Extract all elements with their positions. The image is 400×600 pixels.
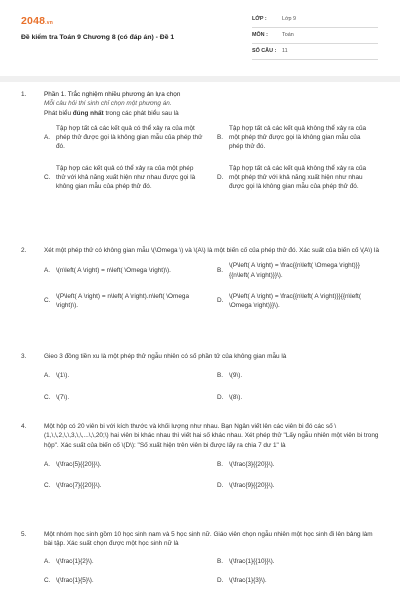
options	[44, 460, 382, 491]
question-number: 1.	[21, 91, 27, 98]
header-divider	[0, 76, 400, 82]
option-c[interactable]	[44, 292, 209, 311]
option-text: \(8\).	[229, 393, 243, 401]
option-text: \(\frac{1}{2}\).	[56, 557, 94, 565]
exam-title: Đề kiểm tra Toán 9 Chương 8 (có đáp án) - Đề 1	[21, 34, 175, 41]
option-text: \(P\left( A \right) = n\left( A \right).n\left( \Omega \right)\).	[56, 292, 190, 310]
question-number: 5.	[21, 531, 27, 538]
option-text: \(\frac{1}{{10}}\).	[229, 557, 275, 565]
option-a[interactable]	[44, 124, 209, 152]
option-b[interactable]	[217, 557, 382, 566]
option-label: B.	[217, 134, 224, 142]
option-text: Tập hợp các kết quả có thể xảy ra của một phép thử với khả năng xuất hiện như nhau được gọi là không gian mẫu của phép thử đó.	[56, 164, 196, 191]
option-label: A.	[44, 557, 51, 565]
question-number: 4.	[21, 423, 27, 430]
question-text: Một nhóm học sinh gồm 10 học sinh nam và 5 học sinh nữ. Giáo viên chọn ngẫu nhiên một học sinh đi lên bảng làm bài tập. Xác suất chọn được một học sinh nữ là	[44, 531, 373, 548]
option-label: C.	[44, 173, 51, 181]
option-label: A.	[44, 460, 51, 468]
option-label: D.	[217, 173, 224, 181]
option-a[interactable]	[44, 371, 209, 380]
option-label: A.	[44, 372, 51, 380]
option-a[interactable]	[44, 557, 209, 566]
option-label: D.	[217, 393, 224, 401]
option-label: D.	[217, 297, 224, 305]
options	[44, 261, 382, 310]
option-label: D.	[217, 482, 224, 490]
option-text: \(\frac{3}{{20}}\).	[229, 460, 275, 468]
option-a[interactable]	[44, 261, 209, 280]
question-text	[44, 109, 382, 118]
info-row-count	[252, 44, 378, 60]
option-d[interactable]	[217, 393, 382, 402]
option-label: B.	[217, 372, 224, 380]
options	[44, 124, 382, 192]
option-text: \(\frac{9}{{20}}\).	[229, 482, 275, 490]
page-header	[0, 0, 400, 68]
option-label: B.	[217, 460, 224, 468]
instruction-bold: đúng nhất	[72, 109, 104, 117]
question-1	[21, 90, 382, 192]
option-c[interactable]	[44, 393, 209, 402]
option-text: \(\frac{1}{3}\).	[229, 576, 267, 584]
option-b[interactable]	[217, 460, 382, 469]
option-d[interactable]	[217, 292, 382, 311]
info-key: LỚP :	[252, 15, 267, 22]
info-row-class	[252, 12, 378, 28]
option-label: A.	[44, 266, 51, 274]
question-number: 3.	[21, 353, 27, 360]
option-text: \(P\left( A \right) = \frac{{n\left( A \right)}}{{n\left( \Omega \right)}}\).	[229, 292, 361, 310]
options	[44, 557, 382, 586]
option-label: C.	[44, 393, 51, 401]
option-text: Tập hợp tất cả các kết quả không thể xảy ra của một phép thử được gọi là không gian mẫu của phép thử đó.	[229, 124, 367, 151]
option-c[interactable]	[44, 481, 209, 490]
question-3	[21, 352, 382, 402]
options	[44, 371, 382, 402]
option-label: C.	[44, 482, 51, 490]
option-label: D.	[217, 576, 224, 584]
option-text: \(\frac{1}{5}\).	[56, 576, 94, 584]
option-text: \(9\).	[229, 372, 243, 380]
option-text: \(1\).	[56, 372, 70, 380]
exam-info-table	[252, 12, 378, 60]
question-2	[21, 246, 382, 310]
question-4	[21, 422, 382, 490]
question-number: 2.	[21, 247, 27, 254]
logo-text: 2048	[21, 15, 46, 27]
question-text: Gieo 3 đồng tiền xu là một phép thử ngẫu nhiên có số phần tử của không gian mẫu là	[44, 353, 287, 360]
instruction-post: trong các phát biểu sau là	[103, 109, 179, 117]
info-value: 11	[282, 47, 288, 54]
option-text: Tập hợp tất cả các kết quả có thể xảy ra của một phép thử được gọi là không gian mẫu của phép thử đó.	[56, 124, 203, 151]
question-text: Một hộp có 20 viên bi với kích thước và khối lượng như nhau. Bạn Ngân viết lên các viên bi đó các số \(1,\,\,2,\,\,3,\,\,...\,\,20;\) hai viên bi khác nhau thì viết hai số khác nhau. Xét phép thử "Lấy ngẫu nhiên một viên bi trong hộp". Xác suất của biến cố \(D\): "Số xuất hiện trên viên bi được lấy ra chia 7 dư 1" là	[44, 423, 379, 449]
info-value: Toán	[282, 31, 294, 38]
option-d[interactable]	[217, 481, 382, 490]
option-label: C.	[44, 297, 51, 305]
option-text: Tập hợp tất cả các kết quả không thể xảy ra của một phép thử với khả năng xuất hiện như nhau được gọi là không gian mẫu của phép thử đó.	[229, 164, 367, 191]
option-b[interactable]	[217, 261, 382, 280]
option-d[interactable]	[217, 164, 382, 192]
option-b[interactable]	[217, 371, 382, 380]
option-d[interactable]	[217, 576, 382, 585]
option-label: A.	[44, 134, 51, 142]
option-text: \(n\left( A \right) = n\left( \Omega \right)\).	[56, 266, 171, 274]
option-text: \(P\left( A \right) = \frac{{n\left( \Omega \right)}}{{n\left( A \right)}}\).	[229, 262, 360, 279]
section-note: Mỗi câu hỏi thí sinh chỉ chọn một phương án.	[44, 100, 172, 108]
instruction-pre: Phát biểu	[44, 109, 73, 117]
logo-tld: .vn	[45, 20, 53, 26]
option-text: \(\frac{5}{{20}}\).	[56, 460, 102, 468]
option-b[interactable]	[217, 124, 382, 152]
info-key: MÔN :	[252, 31, 268, 38]
option-label: B.	[217, 266, 224, 274]
info-value: Lớp 9	[282, 15, 297, 22]
option-text: \(7\).	[56, 393, 70, 401]
site-logo[interactable]	[21, 14, 53, 29]
option-c[interactable]	[44, 576, 209, 585]
option-a[interactable]	[44, 460, 209, 469]
option-label: B.	[217, 557, 224, 565]
info-row-subject	[252, 28, 378, 44]
question-text: Xét một phép thử có không gian mẫu \(\Omega \) và \(A\) là một biến cố của phép thử đó. Xác suất của biến cố \(A\) là	[44, 247, 380, 254]
question-5	[21, 530, 382, 585]
section-title: Phần 1. Trắc nghiệm nhiều phương án lựa chọn	[44, 91, 181, 98]
info-key: SỐ CÂU :	[252, 47, 277, 54]
option-text: \(\frac{7}{{20}}\).	[56, 482, 102, 490]
option-c[interactable]	[44, 164, 209, 192]
option-label: C.	[44, 576, 51, 584]
